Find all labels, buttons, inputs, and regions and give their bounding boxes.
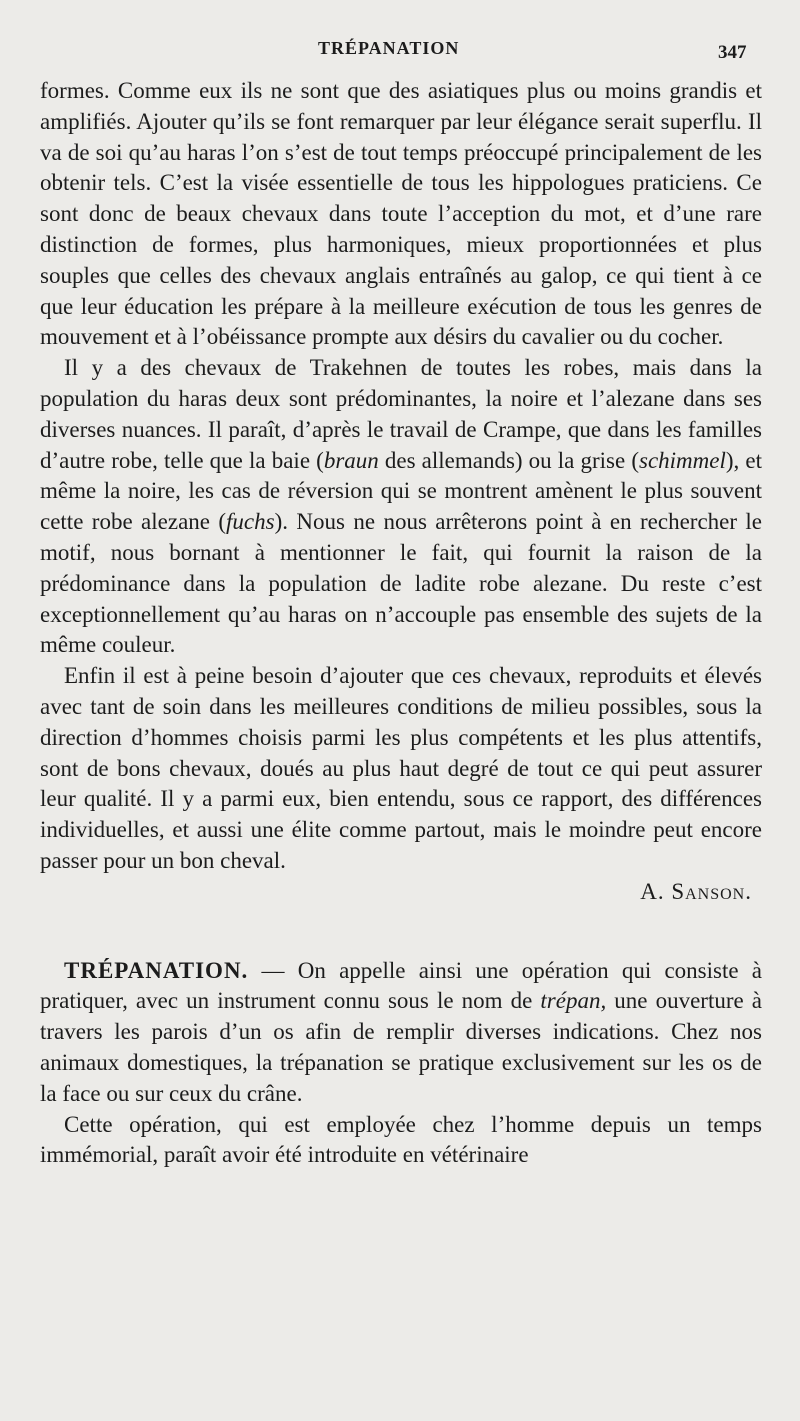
term-fuchs: fuchs xyxy=(226,509,275,535)
definition-text-2: une ouverture à travers les parois d’un os afin de remplir diverses indications. Chez nos animaux domestiques, la trépanation se pratique exclusivement sur les os de la face ou sur ceux du crâne. xyxy=(40,988,762,1106)
article-headword: TRÉPANATION. xyxy=(64,957,249,983)
paragraph-horse-forms: formes. Comme eux ils ne sont que des asiatiques plus ou moins grandis et amplifiés. Ajouter qu’ils se font remarquer par leur élégance serait superflu. Il va de soi qu’au haras l’on s’est de tout temps préoccupé principalement de les obtenir tels. C’est la visée essentielle de tous les hippologues praticiens. Ce sont donc de beaux chevaux dans toute l’acception du mot, et d’une rare distinction de formes, plus harmoniques, mieux proportionnées et plus souples que celles des chevaux anglais entraînés au galop, ce qui tient à ce que leur éducation les prépare à la meilleure exécution de tous les genres de mouvement et à l’obéissance prompte aux désirs du cavalier ou du cocher. xyxy=(40,78,762,350)
paragraph-good-horses: Enfin il est à peine besoin d’ajouter que ces chevaux, reproduits et élevés avec tant de soin dans les meilleures conditions de milieu possibles, sous la direction d’hommes choisis parmi les plus compétents et les plus attentifs, sont de bons chevaux, doués au plus haut degré de tout ce qui peut assurer leur qualité. Il y a parmi eux, bien entendu, sous ce rapport, des différences individuelles, et aussi une élite comme partout, mais le moindre peut encore passer pour un bon cheval. xyxy=(40,663,762,873)
term-braun: braun xyxy=(323,447,379,473)
article-separator xyxy=(40,908,762,956)
definition-text-1: — On appelle ainsi une opération qui consiste à pratiquer, avec un instrument connu sous le nom de xyxy=(40,957,762,1014)
running-title: TRÉPANATION xyxy=(318,38,460,58)
term-trepan: trépan, xyxy=(540,988,607,1014)
running-head xyxy=(0,38,800,68)
term-schimmel: schimmel xyxy=(639,447,726,473)
coat-text-2: des allemands) ou la grise ( xyxy=(378,447,639,473)
coat-text-1: Il y a des chevaux de Trakehnen de toutes les robes, mais dans la population du haras deux sont prédominantes, la noire et l’alezane dans ses diverses nuances. Il paraît, d’après le travail de Crampe, que dans les familles d’autre robe, telle que la baie ( xyxy=(40,355,762,473)
paragraph-trepanation-definition xyxy=(40,956,762,1110)
author-signature: A. Sanson. xyxy=(640,878,752,904)
page-number: 347 xyxy=(718,42,747,63)
paragraph-trepanation-history: Cette opération, qui est employée chez l’homme depuis un temps immémorial, paraît avoir été introduite en vétérinaire xyxy=(40,1111,762,1168)
text-block xyxy=(40,76,762,1396)
coat-text-3: ), et même la noire, les cas de réversion qui se montrent amènent le plus souvent cette robe alezane ( xyxy=(40,447,762,535)
coat-text-4: ). Nous ne nous arrêterons point à en rechercher le motif, nous bornant à mentionner le fait, qui fournit la raison de la prédominance dans la population de ladite robe alezane. Du reste c’est exceptionnellement qu’au haras on n’accouple pas ensemble des sujets de la même couleur. xyxy=(40,509,762,658)
paragraph-coat-colors xyxy=(40,353,762,661)
